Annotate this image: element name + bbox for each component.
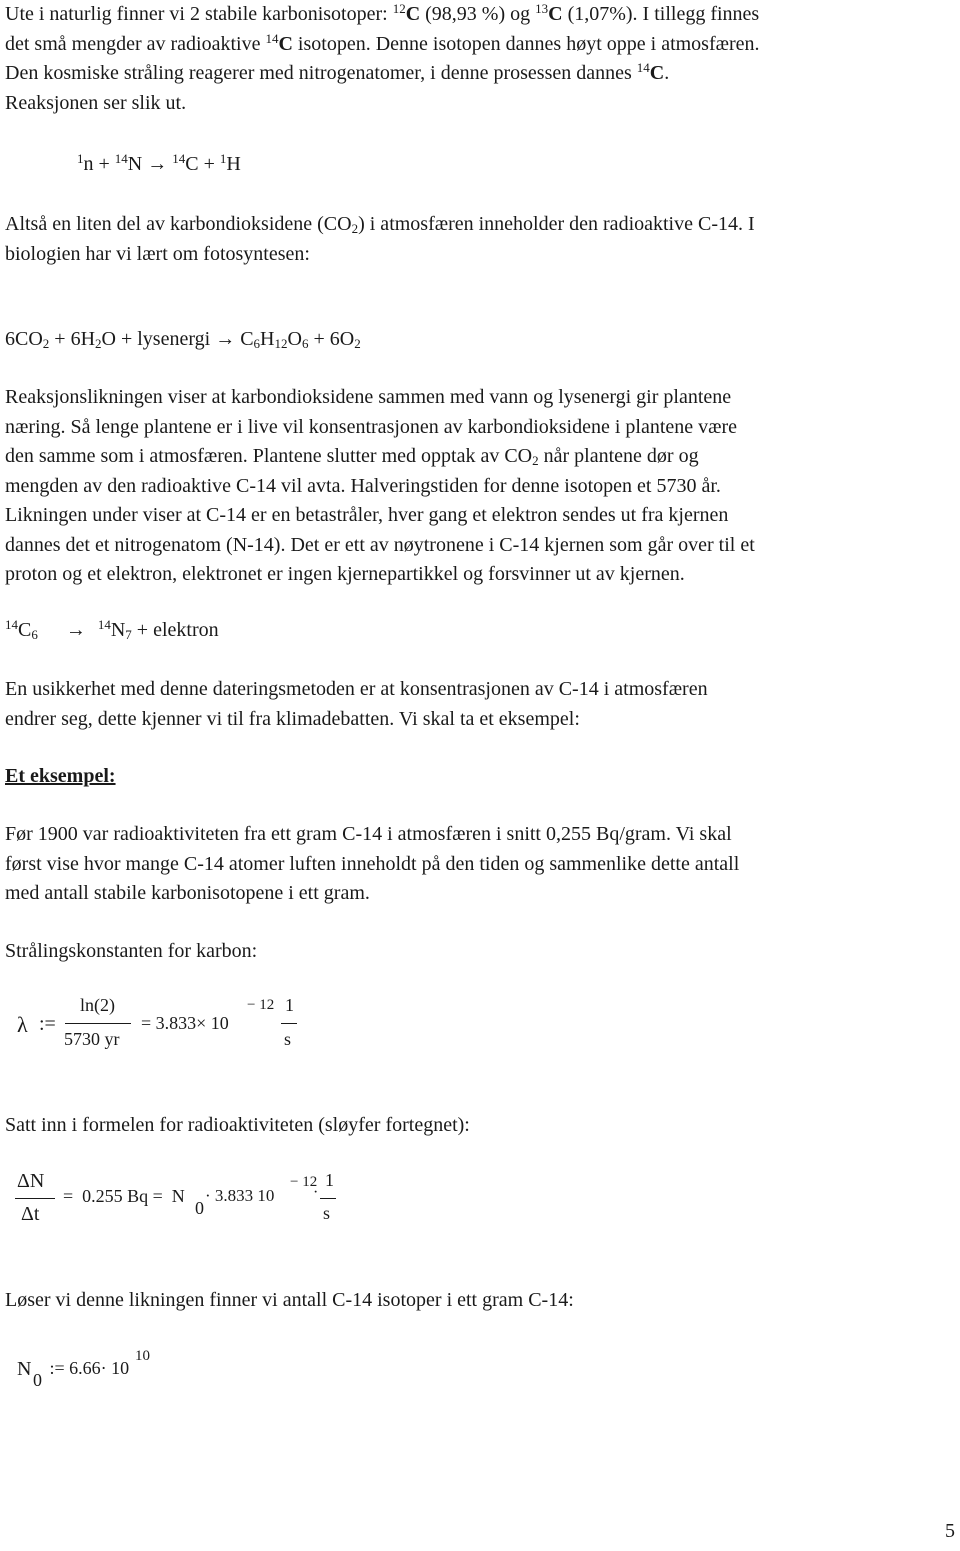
text: H bbox=[226, 153, 241, 175]
lambda-value: = 3.833× 10 bbox=[141, 1013, 229, 1033]
text: C bbox=[649, 62, 665, 84]
superscript: 14 bbox=[5, 617, 18, 632]
exponent: − 12 bbox=[247, 997, 275, 1013]
unit-denominator: s bbox=[323, 1203, 331, 1223]
superscript: 14 bbox=[265, 30, 279, 46]
unit-numerator: 1 bbox=[325, 1170, 334, 1190]
text: . bbox=[664, 62, 670, 84]
text: O + lysenergi bbox=[101, 328, 216, 350]
subscript: 2 bbox=[42, 336, 50, 351]
exponent: − 12 bbox=[290, 1174, 318, 1190]
text: + 6H bbox=[49, 328, 96, 350]
text: Den kosmiske stråling reagerer med nitrogenatomer, i denne prosessen dannes bbox=[5, 62, 637, 84]
example-heading: Et eksempel: bbox=[5, 765, 116, 787]
unit-denominator: s bbox=[284, 1029, 292, 1049]
subscript: 6 bbox=[253, 336, 261, 351]
text: + 6O bbox=[308, 328, 355, 350]
subscript: 2 bbox=[95, 336, 102, 351]
intro-line-1 bbox=[5, 0, 955, 30]
beta-decay-equation bbox=[5, 616, 955, 646]
intro-line-4: Reaksjonen ser slik ut. bbox=[5, 91, 187, 114]
paragraph-example bbox=[5, 820, 955, 909]
decay-constant: · 3.833 10 bbox=[205, 1186, 275, 1205]
multiply-dot: · bbox=[313, 1184, 319, 1201]
fraction-numerator: ΔN bbox=[17, 1170, 45, 1192]
unit-fraction-bar bbox=[320, 1198, 336, 1199]
superscript: 14 bbox=[172, 151, 186, 166]
text: C bbox=[235, 328, 254, 350]
assign-operator: := bbox=[39, 1013, 56, 1035]
text: H bbox=[260, 328, 275, 350]
arrow-right-icon: → bbox=[65, 619, 86, 641]
fraction-bar bbox=[65, 1023, 131, 1024]
superscript: 13 bbox=[535, 1, 549, 16]
text: O bbox=[287, 328, 302, 350]
activity-formula-label: Satt inn i formelen for radioaktiviteten (sløyfer fortegnet): bbox=[5, 1114, 470, 1136]
text: (98,93 %) og bbox=[420, 3, 536, 25]
subscript: 0 bbox=[33, 1370, 42, 1390]
text: det små mengder av radioaktive bbox=[5, 32, 266, 55]
text: ) i atmosfæren inneholder den radioaktive C-14. I bbox=[358, 213, 755, 235]
text: når plantene dør og bbox=[538, 445, 699, 467]
text: C bbox=[18, 619, 32, 641]
subscript: 6 bbox=[301, 336, 309, 351]
reaction-nitrogen-carbon bbox=[77, 150, 960, 180]
text: isotopen. Denne isotopen dannes høyt oppe i atmosfæren. bbox=[292, 32, 760, 55]
subscript: 12 bbox=[274, 336, 288, 351]
intro-line-3 bbox=[5, 59, 955, 89]
superscript: 14 bbox=[636, 60, 650, 75]
text: Reaksjonslikningen viser at karbondioksidene sammen med vann og lysenergi gir plantene bbox=[5, 386, 732, 408]
subscript: 2 bbox=[532, 453, 539, 468]
superscript: 14 bbox=[114, 151, 128, 166]
subscript: 7 bbox=[125, 627, 132, 642]
subscript: 0 bbox=[195, 1198, 204, 1218]
text: N bbox=[110, 619, 126, 641]
text: proton og et elektron, elektronet er ingen kjernepartikkel og forsvinner ut av kjernen. bbox=[5, 563, 685, 585]
fraction-bar bbox=[15, 1198, 55, 1199]
subscript: 2 bbox=[354, 336, 361, 351]
text: Ute i naturlig finner vi 2 stabile karbonisotoper: bbox=[5, 3, 393, 25]
text: (1,07%). I tillegg finnes bbox=[562, 3, 760, 25]
text: endrer seg, dette kjenner vi til fra klimadebatten. Vi skal ta et eksempel: bbox=[5, 707, 580, 730]
text: næring. Så lenge plantene er i live vil konsentrasjonen av karbondioksidene i plantene være bbox=[5, 415, 738, 438]
superscript: 12 bbox=[392, 1, 406, 16]
paragraph-co2 bbox=[5, 210, 955, 269]
arrow-right-icon: → bbox=[147, 153, 168, 175]
activity-value: = 0.255 Bq = N bbox=[63, 1186, 185, 1206]
n-symbol: N bbox=[17, 1358, 32, 1380]
n0-equation bbox=[5, 1348, 305, 1398]
text: Altså en liten del av karbondioksidene (CO bbox=[5, 213, 352, 235]
decay-constant-label: Strålingskonstanten for karbon: bbox=[5, 940, 258, 962]
intro-line-2 bbox=[5, 30, 955, 60]
text: dannes det et nitrogenatom (N-14). Det er ett av nøytronene i C-14 kjernen som går over til et bbox=[5, 533, 755, 556]
text: C + bbox=[185, 153, 220, 175]
page-number: 5 bbox=[945, 1520, 955, 1542]
subscript: 2 bbox=[351, 221, 359, 236]
text: C bbox=[405, 3, 421, 25]
solve-label: Løser vi denne likningen finner vi antall C-14 isotoper i ett gram C-14: bbox=[5, 1289, 574, 1311]
superscript: 1 bbox=[219, 151, 227, 166]
fraction-numerator: ln(2) bbox=[80, 995, 115, 1015]
fraction-denominator: Δt bbox=[21, 1203, 40, 1225]
photosynthesis-equation bbox=[5, 325, 955, 355]
paragraph-decay bbox=[5, 383, 955, 590]
intro-paragraph bbox=[5, 0, 955, 118]
n0-value: := 6.66· 10 bbox=[45, 1358, 130, 1378]
activity-equation bbox=[5, 1170, 405, 1230]
text: mengden av den radioaktive C-14 vil avta. Halveringstiden for denne isotopen et 5730 år. bbox=[5, 474, 721, 497]
text: En usikkerhet med denne dateringsmetoden er at konsentrasjonen av C-14 i atmosfæren bbox=[5, 678, 708, 700]
text: biologien har vi lært om fotosyntesen: bbox=[5, 242, 310, 265]
text: N bbox=[127, 153, 143, 175]
fraction-denominator: 5730 yr bbox=[64, 1029, 120, 1049]
text: + elektron bbox=[131, 619, 219, 641]
text: med antall stabile karbonisotopene i ett gram. bbox=[5, 882, 370, 904]
text: Før 1900 var radioaktiviteten fra ett gram C-14 i atmosfæren i snitt 0,255 Bq/gram. Vi skal bbox=[5, 823, 732, 845]
text: den samme som i atmosfæren. Plantene slutter med opptak av CO bbox=[5, 445, 533, 467]
lambda-symbol: λ bbox=[17, 1012, 28, 1037]
lambda-equation bbox=[5, 995, 405, 1055]
unit-fraction-bar bbox=[281, 1023, 297, 1024]
unit-numerator: 1 bbox=[285, 995, 294, 1015]
text: først vise hvor mange C-14 atomer luften inneholdt på den tiden og sammenlike dette antall bbox=[5, 852, 740, 875]
exponent: 10 bbox=[135, 1348, 150, 1364]
text: Likningen under viser at C-14 er en betastråler, hver gang et elektron sendes ut fra kjernen bbox=[5, 504, 729, 526]
superscript: 14 bbox=[97, 617, 111, 632]
text: C bbox=[278, 32, 293, 55]
arrow-right-icon: → bbox=[215, 328, 236, 350]
subscript: 6 bbox=[31, 627, 38, 642]
text: n + bbox=[83, 153, 115, 175]
text: C bbox=[548, 3, 563, 25]
text: 6CO bbox=[5, 328, 43, 350]
paragraph-uncertainty bbox=[5, 675, 955, 734]
superscript: 1 bbox=[77, 151, 84, 166]
